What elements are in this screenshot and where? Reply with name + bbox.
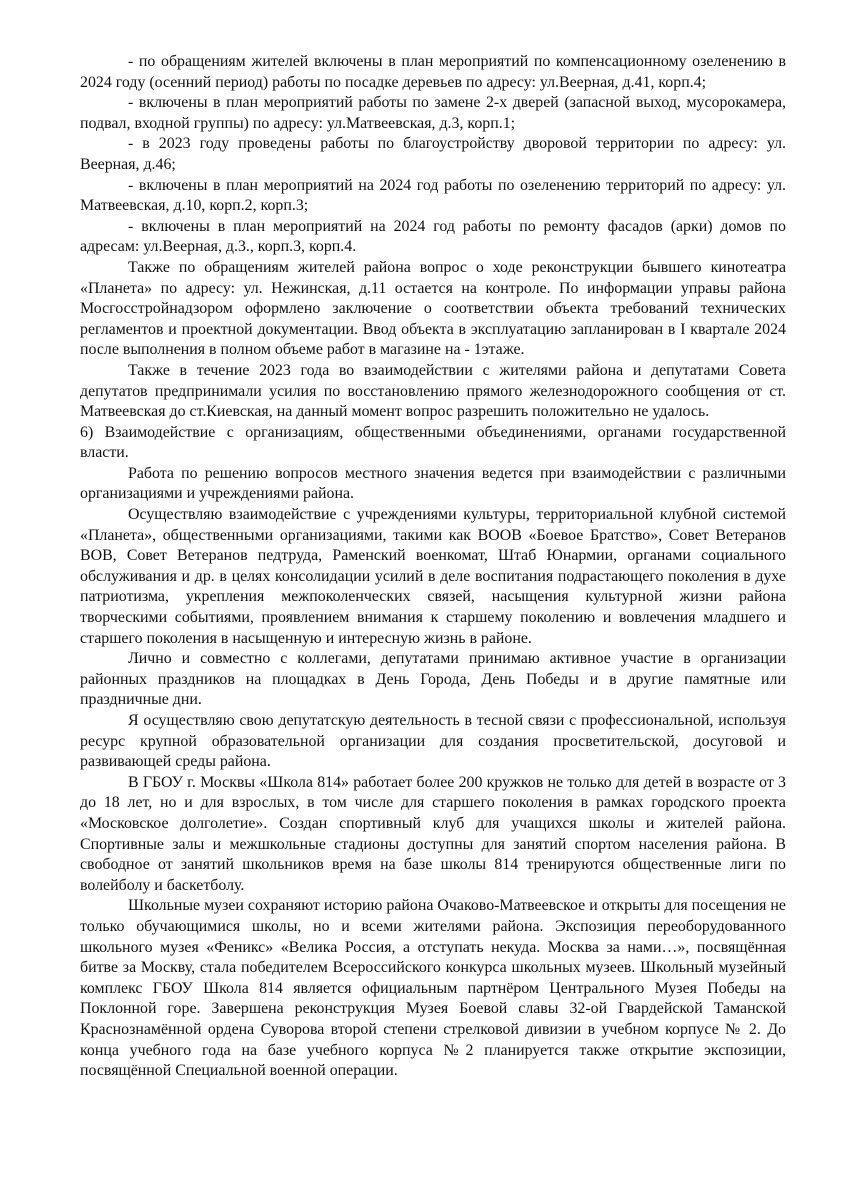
paragraph-14: Школьные музеи сохраняют историю района Очаково-Матвеевское и открыты для посещения не только обучающимися школы, но и всеми жителями района. Экспозиция переоборудованного школьного музея «Феникс» «Велика Россия, а отступать некуда. Москва за нами…», посвящённая битве за Москву, стала победителем Всероссийского конкурса школьных музеев. Школьный музейный комплекс ГБОУ Школа 814 является официальным партнёром Центрального Музея Победы на Поклонной горе. Завершена реконструкция Музея Боевой славы 32-ой Гвардейской Таманской Краснознамённой ордена Суворова второй степени стрелковой дивизии в учебном корпусе № 2. До конца учебного года на базе учебного корпуса №2 планируется также открытие экспозиции, посвящённой Специальной военной операции. [80,897,786,1080]
paragraph-2: - включены в план мероприятий работы по замене 2-х дверей (запасной выход, мусорокамера, подвал, входной группы) по адресу: ул.Матвеевская, д.3, корп.1; [80,94,786,132]
paragraph-10: Осуществляю взаимодействие с учреждениями культуры, территориальной клубной системой «Планета», общественными организациями, такими как ВООВ «Боевое Братство», Совет Ветеранов ВОВ, Совет Ветеранов педтруда, Раменский военкомат, Штаб Юнармии, органами социального обслуживания и др. в целях консолидации усилий в деле воспитания подрастающего поколения в духе патриотизма, укрепления межпоколенческих связей, насыщения культурной жизни района творческими событиями, проявлением внимания к старшему поколению и вовлечения младшего и старшего поколения в насыщенную и интересную жизнь в районе. [80,506,786,647]
paragraph-5: - включены в план мероприятий на 2024 год работы по ремонту фасадов (арки) домов по адресам: ул.Веерная, д.3., корп.3, корп.4. [80,217,786,256]
paragraph-13: В ГБОУ г. Москвы «Школа 814» работает более 200 кружков не только для детей в возрасте от 3 до 18 лет, но и для взрослых, в том числе для старшего поколения в рамках городского проекта «Московское долголетие». Создан спортивный клуб для учащихся школы и жителей района. Спортивные залы и межшкольные стадионы доступны для занятий спортом населения района. В свободное от занятий школьников время на базе школы 814 тренируются общественные лиги по волейболу и баскетболу. [80,773,786,894]
section-heading-6: 6) Взаимодействие с организациям, общественными объединениями, органами государственной власти. [80,423,786,462]
paragraph-1: - по обращениям жителей включены в план мероприятий по компенсационному озеленению в 2024 году (осенний период) работы по посадке деревьев по адресу: ул.Веерная, д.41, корп.4; [80,53,786,91]
paragraph-11: Лично и совместно с коллегами, депутатами принимаю активное участие в организации районных праздников на площадках в День Города, День Победы и в другие памятные или праздничные дни. [80,650,786,709]
paragraph-9: Работа по решению вопросов местного значения ведется при взаимодействии с различными организациями и учреждениями района. [80,464,786,503]
paragraph-12: Я осуществляю свою депутатскую деятельность в тесной связи с профессиональной, используя ресурс крупной образовательной организации для создания просветительской, досуговой и развивающей среды района. [80,712,786,771]
document-page [80,52,786,1082]
paragraph-4: - включены в план мероприятий на 2024 год работы по озеленению территорий по адресу: ул. Матвеевская, д.10, корп.2, корп.3; [80,176,786,215]
paragraph-3: - в 2023 году проведены работы по благоустройству дворовой территории по адресу: ул. Веерная, д.46; [80,135,786,173]
paragraph-7: Также в течение 2023 года во взаимодействии с жителями района и депутатами Совета депутатов предпринимали усилия по восстановлению прямого железнодорожного сообщения от ст. Матвеевская до ст.Киевская, на данный момент вопрос разрешить положительно не удалось. [80,361,786,421]
paragraph-6: Также по обращениям жителей района вопрос о ходе реконструкции бывшего кинотеатра «Планета» по адресу: ул. Нежинская, д.11 остается на контроле. По информации управы района Мосгосстройнадзором оформлено заключение о соответствии объекта требований технических регламентов и проектной документации. Ввод объекта в эксплуатацию запланирован в I квартале 2024 после выполнения в полном объеме работ в магазине на - 1этаже. [80,258,786,359]
